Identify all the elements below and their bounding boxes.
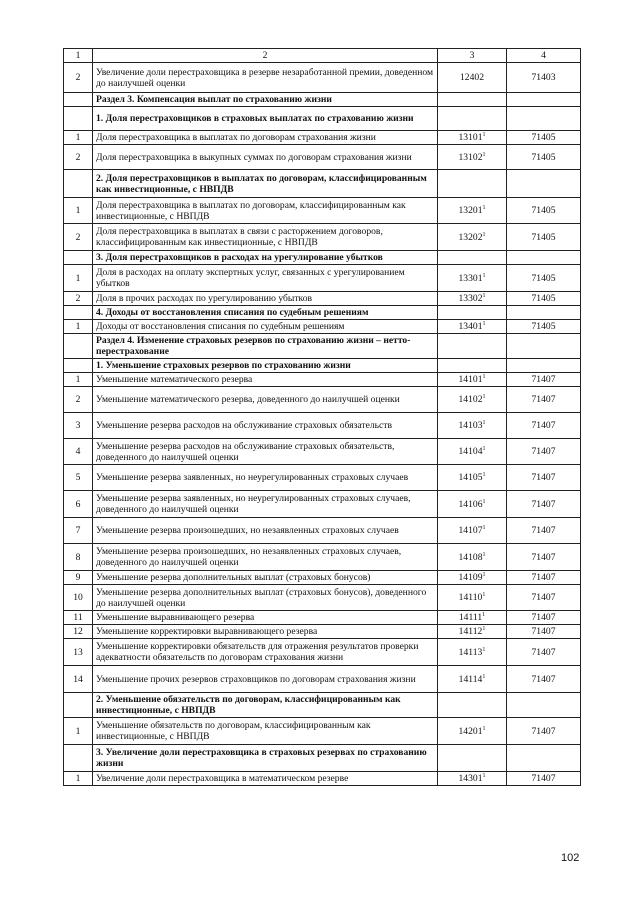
account-number: 71407 — [507, 491, 581, 518]
symbol-code-cell — [438, 718, 507, 745]
symbol-code: 13202 — [458, 231, 483, 243]
table-row — [64, 639, 581, 666]
account-number — [507, 306, 581, 320]
section-title: Раздел 4. Изменение страховых резервов по страхованию жизни – нетто-перестрахование — [93, 334, 438, 359]
symbol-code: 13302 — [458, 293, 483, 304]
symbol-code-cell — [438, 413, 507, 439]
table-row — [64, 625, 581, 639]
table-row — [64, 718, 581, 745]
section-row — [64, 170, 581, 198]
row-number: 1 — [64, 320, 93, 334]
symbol-code: 14109 — [458, 572, 483, 583]
row-description: Уменьшение математического резерва — [93, 373, 438, 387]
account-number — [507, 745, 581, 772]
symbol-code-cell — [438, 666, 507, 693]
account-number: 71405 — [507, 265, 581, 292]
account-number: 71405 — [507, 292, 581, 306]
footnote-marker: 1 — [482, 572, 486, 578]
symbol-code-cell — [438, 518, 507, 544]
section-row — [64, 93, 581, 107]
table-row — [64, 571, 581, 585]
table-row — [64, 292, 581, 306]
account-number: 71407 — [507, 666, 581, 693]
account-number: 71407 — [507, 373, 581, 387]
footnote-marker: 1 — [482, 272, 486, 279]
row-description: Уменьшение прочих резервов страховщиков по договорам страхования жизни — [93, 666, 438, 693]
symbol-code: 13301 — [458, 272, 483, 284]
row-number: 1 — [64, 265, 93, 292]
symbol-code: 14108 — [458, 551, 483, 563]
symbol-code-cell — [438, 745, 507, 772]
footnote-marker: 1 — [482, 592, 486, 598]
symbol-code-cell — [438, 465, 507, 491]
symbol-code-cell — [438, 544, 507, 571]
symbol-code: 14301 — [458, 773, 483, 784]
symbol-code-cell — [438, 625, 507, 639]
symbol-code-cell — [438, 571, 507, 585]
symbol-code-cell — [438, 198, 507, 224]
account-number: 71407 — [507, 413, 581, 439]
row-description: Уменьшение математического резерва, доведенного до наилучшей оценки — [93, 387, 438, 413]
symbol-code-cell — [438, 359, 507, 373]
table-row — [64, 145, 581, 170]
symbol-code-cell — [438, 131, 507, 145]
row-number: 1 — [64, 373, 93, 387]
table-row — [64, 63, 581, 93]
account-number — [507, 334, 581, 359]
symbol-code: 14112 — [458, 626, 483, 637]
symbol-code-cell — [438, 107, 507, 131]
symbol-code-cell — [438, 585, 507, 611]
row-number: 14 — [64, 666, 93, 693]
table-row — [64, 387, 581, 413]
symbol-code: 13201 — [458, 205, 483, 216]
symbol-code: 14102 — [458, 394, 483, 405]
row-description: Уменьшение резерва расходов на обслуживание страховых обязательств, доведенного до наилучшей оценки — [93, 439, 438, 465]
footnote-marker: 1 — [482, 374, 486, 380]
row-number: 1 — [64, 772, 93, 786]
table-row — [64, 198, 581, 224]
header-col-3: 3 — [438, 49, 507, 63]
account-number — [507, 251, 581, 265]
symbol-code-cell — [438, 387, 507, 413]
footnote-marker: 1 — [482, 394, 486, 400]
row-description: Доля в расходах на оплату экспертных услуг, связанных с урегулированием убытков — [93, 265, 438, 292]
row-description: Уменьшение резерва расходов на обслуживание страховых обязательств — [93, 413, 438, 439]
row-number: 11 — [64, 611, 93, 625]
account-number: 71407 — [507, 625, 581, 639]
symbol-code: 13102 — [458, 151, 483, 163]
row-description: Доля перестраховщика в выкупных суммах по договорам страхования жизни — [93, 145, 438, 170]
table-row — [64, 585, 581, 611]
account-number: 71405 — [507, 198, 581, 224]
section-title: 3. Увеличение доли перестраховщика в страховых резервах по страхованию жизни — [93, 745, 438, 772]
account-number: 71407 — [507, 611, 581, 625]
row-description: Уменьшение резерва заявленных, но неурегулированных страховых случаев — [93, 465, 438, 491]
header-col-2: 2 — [93, 49, 438, 63]
section-title: 1. Уменьшение страховых резервов по страхованию жизни — [93, 359, 438, 373]
symbol-code: 13101 — [458, 132, 483, 143]
account-number: 71407 — [507, 585, 581, 611]
row-number: 1 — [64, 198, 93, 224]
section-title: 3. Доля перестраховщиков в расходах на урегулирование убытков — [93, 251, 438, 265]
footnote-marker: 1 — [482, 525, 486, 531]
account-number: 71405 — [507, 145, 581, 170]
symbol-code: 14104 — [458, 446, 483, 457]
row-description: Уменьшение выравнивающего резерва — [93, 611, 438, 625]
symbol-code: 14105 — [458, 472, 483, 483]
table-row — [64, 518, 581, 544]
symbol-code-cell — [438, 145, 507, 170]
row-number — [64, 334, 93, 359]
footnote-marker: 1 — [482, 612, 486, 618]
symbol-code: 14114 — [458, 673, 483, 685]
table-row — [64, 320, 581, 334]
symbol-code: 14107 — [458, 525, 483, 536]
row-number — [64, 693, 93, 718]
header-col-4: 4 — [507, 49, 581, 63]
footnote-marker: 1 — [482, 472, 486, 478]
account-number: 71407 — [507, 718, 581, 745]
symbol-code-cell — [438, 224, 507, 251]
table-row — [64, 611, 581, 625]
footnote-marker: 1 — [482, 551, 486, 558]
footnote-marker: 1 — [482, 231, 486, 238]
footnote-marker: 1 — [482, 151, 486, 158]
row-description: Доля перестраховщика в выплатах по договорам, классифицированным как инвестиционные, с НВПДВ — [93, 198, 438, 224]
row-number: 13 — [64, 639, 93, 666]
symbol-code-cell — [438, 693, 507, 718]
table-row — [64, 413, 581, 439]
row-number — [64, 745, 93, 772]
row-description: Уменьшение резерва произошедших, но незаявленных страховых случаев — [93, 518, 438, 544]
footnote-marker: 1 — [482, 725, 486, 732]
section-row — [64, 745, 581, 772]
row-description: Уменьшение резерва произошедших, но незаявленных страховых случаев, доведенного до наилучшей оценки — [93, 544, 438, 571]
row-number: 8 — [64, 544, 93, 571]
symbol-code: 14113 — [458, 646, 483, 658]
section-title: 4. Доходы от восстановления списания по судебным решениям — [93, 306, 438, 320]
symbol-code: 14110 — [458, 592, 483, 603]
account-number: 71405 — [507, 224, 581, 251]
symbol-code: 14106 — [458, 498, 483, 510]
account-number — [507, 107, 581, 131]
symbol-code: 12402 — [460, 72, 484, 83]
header-col-1: 1 — [64, 49, 93, 63]
row-description: Уменьшение корректировки выравнивающего резерва — [93, 625, 438, 639]
accounts-table — [63, 48, 581, 786]
row-number: 7 — [64, 518, 93, 544]
row-description: Уменьшение резерва дополнительных выплат (страховых бонусов) — [93, 571, 438, 585]
symbol-code-cell — [438, 320, 507, 334]
row-number: 2 — [64, 387, 93, 413]
row-number: 4 — [64, 439, 93, 465]
footnote-marker: 1 — [482, 293, 486, 299]
row-description: Уменьшение корректировки обязательств для отражения результатов проверки адекватности обязательств по договорам страхования жизни — [93, 639, 438, 666]
row-number: 5 — [64, 465, 93, 491]
row-description: Доходы от восстановления списания по судебным решениям — [93, 320, 438, 334]
symbol-code-cell — [438, 611, 507, 625]
section-title: 2. Доля перестраховщиков в выплатах по договорам, классифицированным как инвестиционные, с НВПДВ — [93, 170, 438, 198]
symbol-code-cell — [438, 439, 507, 465]
account-number: 71407 — [507, 439, 581, 465]
symbol-code: 14101 — [458, 374, 483, 385]
header-row — [64, 49, 581, 63]
section-title: 1. Доля перестраховщиков в страховых выплатах по страхованию жизни — [93, 107, 438, 131]
account-number — [507, 693, 581, 718]
symbol-code-cell — [438, 292, 507, 306]
account-number — [507, 93, 581, 107]
section-row — [64, 306, 581, 320]
row-number: 9 — [64, 571, 93, 585]
section-row — [64, 359, 581, 373]
section-row — [64, 251, 581, 265]
page-number: 102 — [561, 852, 580, 864]
section-row — [64, 107, 581, 131]
symbol-code-cell — [438, 491, 507, 518]
row-number: 3 — [64, 413, 93, 439]
row-number — [64, 251, 93, 265]
account-number: 71405 — [507, 320, 581, 334]
symbol-code-cell — [438, 265, 507, 292]
footnote-marker: 1 — [482, 626, 486, 632]
section-row — [64, 693, 581, 718]
row-number — [64, 170, 93, 198]
symbol-code-cell — [438, 639, 507, 666]
row-number: 1 — [64, 131, 93, 145]
section-title: 2. Уменьшение обязательств по договорам, классифицированным как инвестиционные, с НВПДВ — [93, 693, 438, 718]
account-number: 71407 — [507, 639, 581, 666]
account-number: 71403 — [507, 63, 581, 93]
row-description: Уменьшение резерва заявленных, но неурегулированных страховых случаев, доведенного до наилучшей оценки — [93, 491, 438, 518]
row-number — [64, 306, 93, 320]
account-number: 71407 — [507, 544, 581, 571]
symbol-code-cell — [438, 170, 507, 198]
account-number — [507, 359, 581, 373]
symbol-code-cell — [438, 772, 507, 786]
symbol-code-cell — [438, 93, 507, 107]
table-row — [64, 465, 581, 491]
table-row — [64, 666, 581, 693]
table-row — [64, 224, 581, 251]
table-row — [64, 265, 581, 292]
account-number: 71407 — [507, 772, 581, 786]
row-number — [64, 93, 93, 107]
row-number: 2 — [64, 63, 93, 93]
table-row — [64, 544, 581, 571]
table-row — [64, 772, 581, 786]
row-number: 10 — [64, 585, 93, 611]
account-number: 71407 — [507, 387, 581, 413]
footnote-marker: 1 — [482, 132, 486, 138]
table-row — [64, 439, 581, 465]
row-description: Увеличение доли перестраховщика в резерве незаработанной премии, доведенном до наилучшей оценки — [93, 63, 438, 93]
row-number — [64, 107, 93, 131]
row-description: Доля перестраховщика в выплатах по договорам страхования жизни — [93, 131, 438, 145]
row-description: Уменьшение резерва дополнительных выплат (страховых бонусов), доведенного до наилучшей оценки — [93, 585, 438, 611]
row-number: 2 — [64, 145, 93, 170]
symbol-code: 13401 — [458, 321, 483, 332]
row-description: Уменьшение обязательств по договорам, классифицированным как инвестиционные, с НВПДВ — [93, 718, 438, 745]
row-number: 12 — [64, 625, 93, 639]
symbol-code-cell — [438, 251, 507, 265]
symbol-code-cell — [438, 63, 507, 93]
section-row — [64, 334, 581, 359]
symbol-code: 14103 — [458, 420, 483, 431]
row-number — [64, 359, 93, 373]
footnote-marker: 1 — [482, 420, 486, 426]
table-row — [64, 491, 581, 518]
footnote-marker: 1 — [482, 673, 486, 680]
row-number: 1 — [64, 718, 93, 745]
footnote-marker: 1 — [482, 446, 486, 452]
row-number: 2 — [64, 224, 93, 251]
table-row — [64, 373, 581, 387]
row-number: 2 — [64, 292, 93, 306]
symbol-code: 14201 — [458, 725, 483, 737]
footnote-marker: 1 — [482, 498, 486, 505]
account-number: 71405 — [507, 131, 581, 145]
account-number — [507, 170, 581, 198]
section-title: Раздел 3. Компенсация выплат по страхованию жизни — [93, 93, 438, 107]
account-number: 71407 — [507, 465, 581, 491]
symbol-code-cell — [438, 373, 507, 387]
footnote-marker: 1 — [482, 646, 486, 653]
symbol-code: 14111 — [458, 612, 483, 623]
symbol-code-cell — [438, 334, 507, 359]
footnote-marker: 1 — [482, 773, 486, 779]
row-description: Доля перестраховщика в выплатах в связи с расторжением договоров, классифицированным как инвестиционные, с НВПДВ — [93, 224, 438, 251]
row-number: 6 — [64, 491, 93, 518]
table-row — [64, 131, 581, 145]
symbol-code-cell — [438, 306, 507, 320]
row-description: Доля в прочих расходах по урегулированию убытков — [93, 292, 438, 306]
account-number: 71407 — [507, 571, 581, 585]
account-number: 71407 — [507, 518, 581, 544]
row-description: Увеличение доли перестраховщика в математическом резерве — [93, 772, 438, 786]
footnote-marker: 1 — [482, 205, 486, 211]
footnote-marker: 1 — [482, 321, 486, 327]
